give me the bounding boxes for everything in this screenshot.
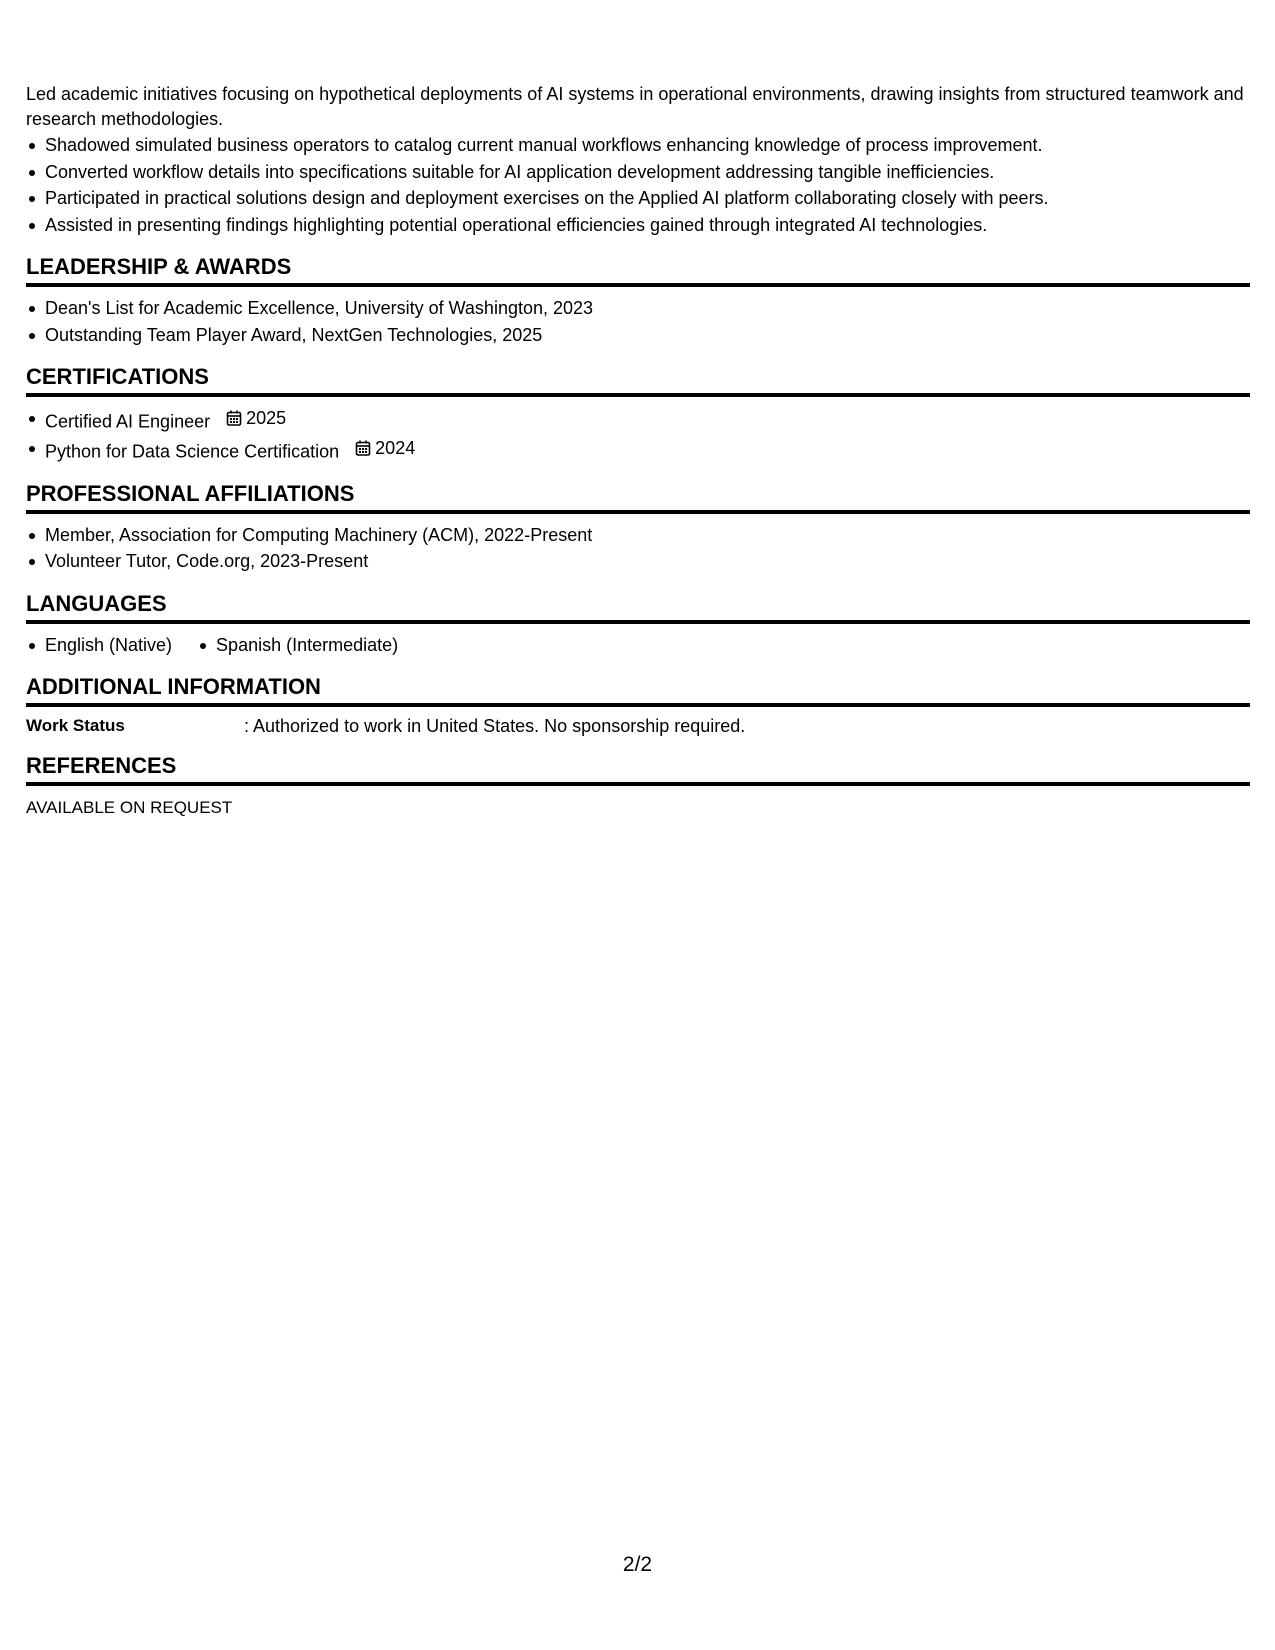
experience-intro: Led academic initiatives focusing on hypothetical deployments of AI systems in operational environments, drawing insights from structured teamwork and research methodologies. xyxy=(26,84,1244,129)
bullet-dot xyxy=(29,559,35,565)
work-status-label: Work Status xyxy=(26,716,125,735)
language-text: Spanish (Intermediate) xyxy=(216,634,399,655)
list-item xyxy=(45,322,1250,349)
affiliations-list xyxy=(26,522,1250,575)
list-item xyxy=(45,522,1250,549)
leadership-list xyxy=(26,295,1250,348)
list-item xyxy=(45,548,1250,575)
experience-bullet-text: Shadowed simulated business operators to catalog current manual workflows enhancing knowledge of process improvement. xyxy=(45,135,1043,155)
bullet-dot xyxy=(29,223,35,229)
list-item xyxy=(45,405,1250,435)
list-item xyxy=(45,159,1250,186)
list-item xyxy=(45,632,172,659)
list-item xyxy=(216,632,398,659)
award-text: Outstanding Team Player Award, NextGen Technologies, 2025 xyxy=(45,324,543,345)
bullet-dot xyxy=(29,306,35,312)
certification-name: Certified AI Engineer xyxy=(45,411,211,432)
list-item xyxy=(45,132,1250,159)
bullet-dot xyxy=(29,416,35,422)
work-status-value: : Authorized to work in United States. No sponsorship required. xyxy=(244,716,746,736)
work-status-row xyxy=(26,713,1250,739)
certifications-list xyxy=(26,405,1250,465)
experience-bullet-text: Converted workflow details into specifications suitable for AI application development addressing tangible inefficiencies. xyxy=(45,161,995,182)
bullet-dot xyxy=(29,196,35,202)
section-title-certifications: CERTIFICATIONS xyxy=(26,364,1250,397)
list-item xyxy=(45,212,1250,239)
list-item xyxy=(45,295,1250,322)
award-text: Dean's List for Academic Excellence, University of Washington, 2023 xyxy=(45,298,594,318)
bullet-dot xyxy=(29,143,35,149)
bullet-dot xyxy=(29,446,35,452)
bullet-dot xyxy=(29,533,35,539)
section-title-leadership: LEADERSHIP & AWARDS xyxy=(26,254,1250,287)
section-title-references: REFERENCES xyxy=(26,753,1250,786)
certification-year: 2025 xyxy=(246,408,287,428)
section-title-additional: ADDITIONAL INFORMATION xyxy=(26,674,1250,707)
language-text: English (Native) xyxy=(45,634,173,655)
section-title-affiliations: PROFESSIONAL AFFILIATIONS xyxy=(26,481,1250,514)
bullet-dot xyxy=(29,333,35,339)
list-item xyxy=(45,185,1250,212)
affiliation-text: Volunteer Tutor, Code.org, 2023-Present xyxy=(45,551,369,571)
experience-bullet-text: Participated in practical solutions design and deployment exercises on the Applied AI platform collaborating closely with peers. xyxy=(45,188,1049,208)
bullet-dot xyxy=(29,643,35,649)
experience-bullets xyxy=(26,132,1250,238)
experience-bullet-text: Assisted in presenting findings highlighting potential operational efficiencies gained through integrated AI technologies. xyxy=(45,214,988,235)
affiliation-text: Member, Association for Computing Machinery (ACM), 2022-Present xyxy=(45,524,593,545)
certification-date xyxy=(354,435,415,462)
references-text: AVAILABLE ON REQUEST xyxy=(26,798,233,817)
page-number: 2/2 xyxy=(622,1553,653,1576)
section-title-languages: LANGUAGES xyxy=(26,591,1250,624)
resume-page xyxy=(26,82,1250,821)
calendar-icon xyxy=(354,439,372,457)
certification-date xyxy=(225,405,286,432)
certification-name: Python for Data Science Certification xyxy=(45,441,340,461)
certification-year: 2024 xyxy=(375,437,416,458)
calendar-icon xyxy=(225,409,243,427)
languages-list xyxy=(26,632,1250,659)
bullet-dot xyxy=(29,170,35,176)
list-item xyxy=(45,435,1250,465)
bullet-dot xyxy=(200,643,206,649)
